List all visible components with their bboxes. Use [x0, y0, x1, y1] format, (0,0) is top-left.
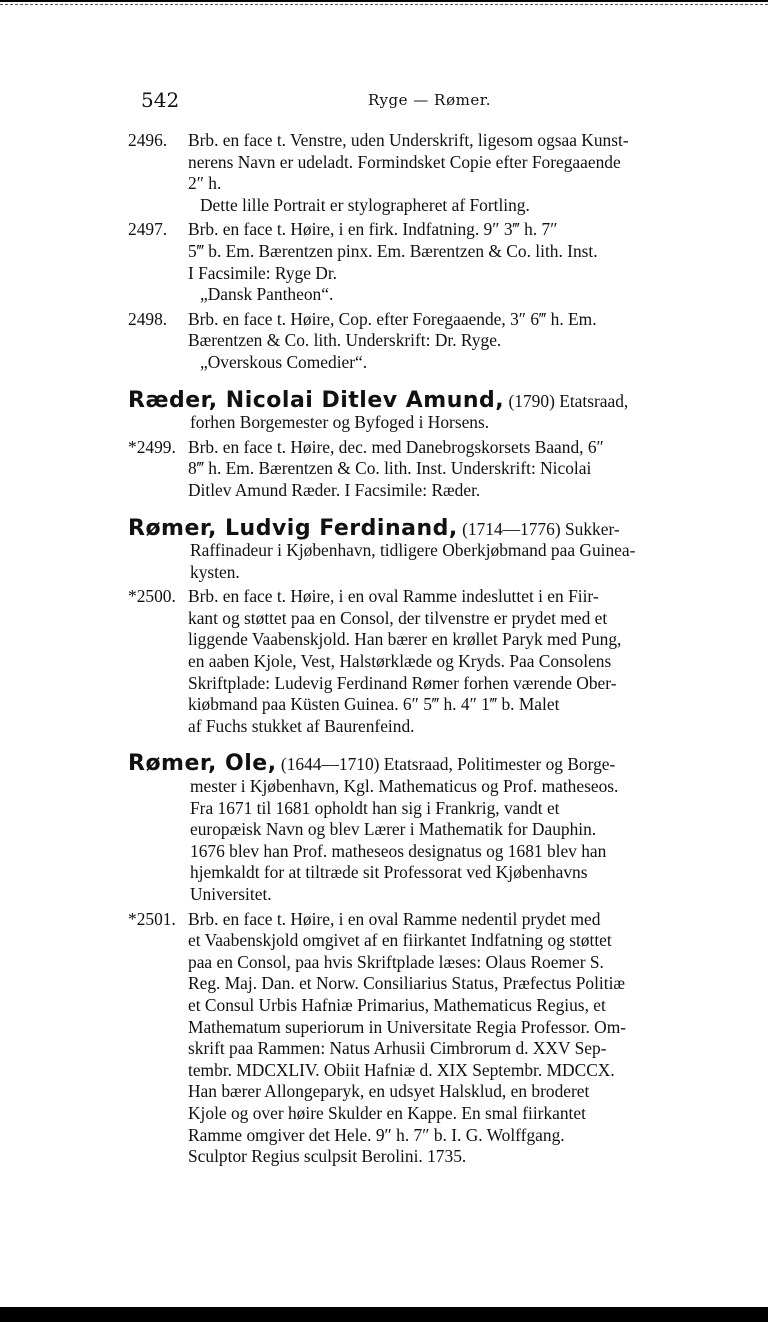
scan-bottom-edge [0, 1307, 768, 1322]
person-description-line: hjemkaldt for at tiltræde sit Professorat ved Kjøbenhavns [190, 862, 588, 883]
catalog-entry [128, 586, 726, 737]
entry-text-line: I Facsimile: Ryge Dr. [188, 262, 338, 283]
person-name: Ræder, Nicolai Ditlev Amund, [128, 387, 505, 413]
entry-text-line: Mathematum superiorum in Universitate Regia Professor. Om- [188, 1016, 627, 1037]
entry-number: *2500. [128, 586, 176, 607]
page-body [128, 130, 726, 1168]
catalog-entry [128, 909, 726, 1168]
catalog-entry [128, 309, 726, 374]
person-description-line: Universitet. [190, 884, 272, 904]
person-dates: (1714—1776) Sukker- [457, 518, 620, 539]
entry-text-line: Brb. en face t. Venstre, uden Underskrift, ligesom ogsaa Kunst- [188, 130, 629, 150]
entry-text-line: liggende Vaabenskjold. Han bærer en krøllet Paryk med Pung, [188, 629, 622, 650]
scan-top-edge [0, 0, 768, 2]
person-description-line: Raffinadeur i Kjøbenhavn, tidligere Oberkjøbmand paa Guinea- [190, 540, 636, 561]
entry-text-line: Brb. en face t. Høire, i en oval Ramme nedentil prydet med [188, 908, 601, 929]
scan-top-dash [0, 4, 768, 6]
page-number: 542 [141, 88, 180, 112]
entry-text-line: Brb. en face t. Høire, Cop. efter Foregaaende, 3″ 6‴ h. Em. [188, 308, 597, 329]
entry-text-line: Ramme omgiver det Hele. 9″ h. 7″ b. I. G. Wolffgang. [188, 1124, 565, 1145]
entry-text-line: paa en Consol, paa hvis Skriftplade læses: Olaus Roemer S. [188, 951, 604, 972]
catalog-entry [128, 437, 726, 502]
entry-number: *2499. [128, 436, 176, 457]
entry-number: 2498. [128, 308, 168, 329]
entry-text-line: Kjole og over høire Skulder en Kappe. En smal fiirkantet [188, 1102, 586, 1123]
catalog-entry [128, 219, 726, 305]
person-first-line [128, 753, 726, 776]
entry-text-line: skrift paa Rammen: Natus Arhusii Cimbrorum d. XXV Sep- [188, 1038, 607, 1059]
entry-text-line: 8‴ h. Em. Bærentzen & Co. lith. Inst. Underskrift: Nicolai [188, 458, 592, 479]
entry-text-line: nerens Navn er udeladt. Formindsket Copie efter Foregaaende [188, 151, 621, 172]
person-name: Rømer, Ole, [128, 751, 277, 777]
person-heading [128, 515, 726, 584]
person-first-line [128, 515, 726, 541]
person-description-line: europæisk Navn og blev Lærer i Mathematik for Dauphin. [190, 819, 597, 840]
entry-note: Dette lille Portrait er stylographeret af Fortling. [200, 194, 530, 215]
page-header [128, 88, 726, 130]
entry-note: „Overskous Comedier“. [200, 351, 368, 372]
entry-text-line: kant og støttet paa en Consol, der tilvenstre er prydet med et [188, 607, 608, 628]
person-description-line: kysten. [190, 561, 240, 582]
entry-number: 2497. [128, 219, 168, 240]
person-description-line: mester i Kjøbenhavn, Kgl. Mathematicus og Prof. matheseos. [190, 776, 619, 797]
person-dates: (1790) Etatsraad, [504, 390, 629, 411]
entry-text-line: Brb. en face t. Høire, dec. med Danebrogskorsets Baand, 6″ [188, 436, 604, 457]
entry-note: „Dansk Pantheon“. [200, 284, 334, 305]
entry-text-line: Reg. Maj. Dan. et Norw. Consiliarius Status, Præfectus Politiæ [188, 973, 625, 994]
entry-text-line: en aaben Kjole, Vest, Halstørklæde og Kryds. Paa Consolens [188, 651, 612, 672]
entry-text-line: kiøbmand paa Küsten Guinea. 6″ 5‴ h. 4″ 1‴ b. Malet [188, 694, 560, 715]
document-page [128, 88, 726, 1171]
entry-number: 2496. [128, 130, 168, 150]
catalog-entry [128, 130, 726, 216]
person-dates: (1644—1710) Etatsraad, Politimester og Borge- [276, 754, 616, 775]
entry-text-line: Han bærer Allongeparyk, en udsyet Halsklud, en broderet [188, 1081, 590, 1102]
entry-text-line: Skriftplade: Ludevig Ferdinand Rømer forhen værende Ober- [188, 672, 617, 693]
entry-text-line: 2″ h. [188, 173, 222, 194]
entry-text-line: Brb. en face t. Høire, i en firk. Indfatning. 9″ 3‴ h. 7″ [188, 219, 558, 240]
person-heading [128, 387, 726, 434]
entry-text-line: et Vaabenskjold omgivet af en fiirkantet Indfatning og støttet [188, 930, 612, 951]
entry-text-line: et Consul Urbis Hafniæ Primarius, Mathematicus Regius, et [188, 994, 606, 1015]
person-name: Rømer, Ludvig Ferdinand, [128, 515, 458, 541]
entry-text-line: tembr. MDCXLIV. Obiit Hafniæ d. XIX Septembr. MDCCX. [188, 1059, 615, 1080]
person-description-line: 1676 blev han Prof. matheseos designatus og 1681 blev han [190, 840, 607, 861]
person-heading [128, 753, 726, 905]
person-description-line: Fra 1671 til 1681 opholdt han sig i Frankrig, vandt et [190, 797, 560, 818]
entry-text-line: Ditlev Amund Ræder. I Facsimile: Ræder. [188, 479, 481, 500]
person-description-line: forhen Borgemester og Byfoged i Horsens. [190, 412, 490, 433]
entry-text-line: af Fuchs stukket af Baurenfeind. [188, 715, 415, 736]
person-first-line [128, 387, 726, 413]
entry-text-line: Bærentzen & Co. lith. Underskrift: Dr. Ryge. [188, 330, 502, 351]
entry-number: *2501. [128, 908, 176, 929]
running-head: Ryge — Rømer. [368, 91, 492, 109]
entry-text-line: Sculptor Regius sculpsit Berolini. 1735. [188, 1146, 467, 1167]
entry-text-line: Brb. en face t. Høire, i en oval Ramme indesluttet i en Fiir- [188, 586, 599, 607]
entry-text-line: 5‴ b. Em. Bærentzen pinx. Em. Bærentzen & Co. lith. Inst. [188, 240, 598, 261]
